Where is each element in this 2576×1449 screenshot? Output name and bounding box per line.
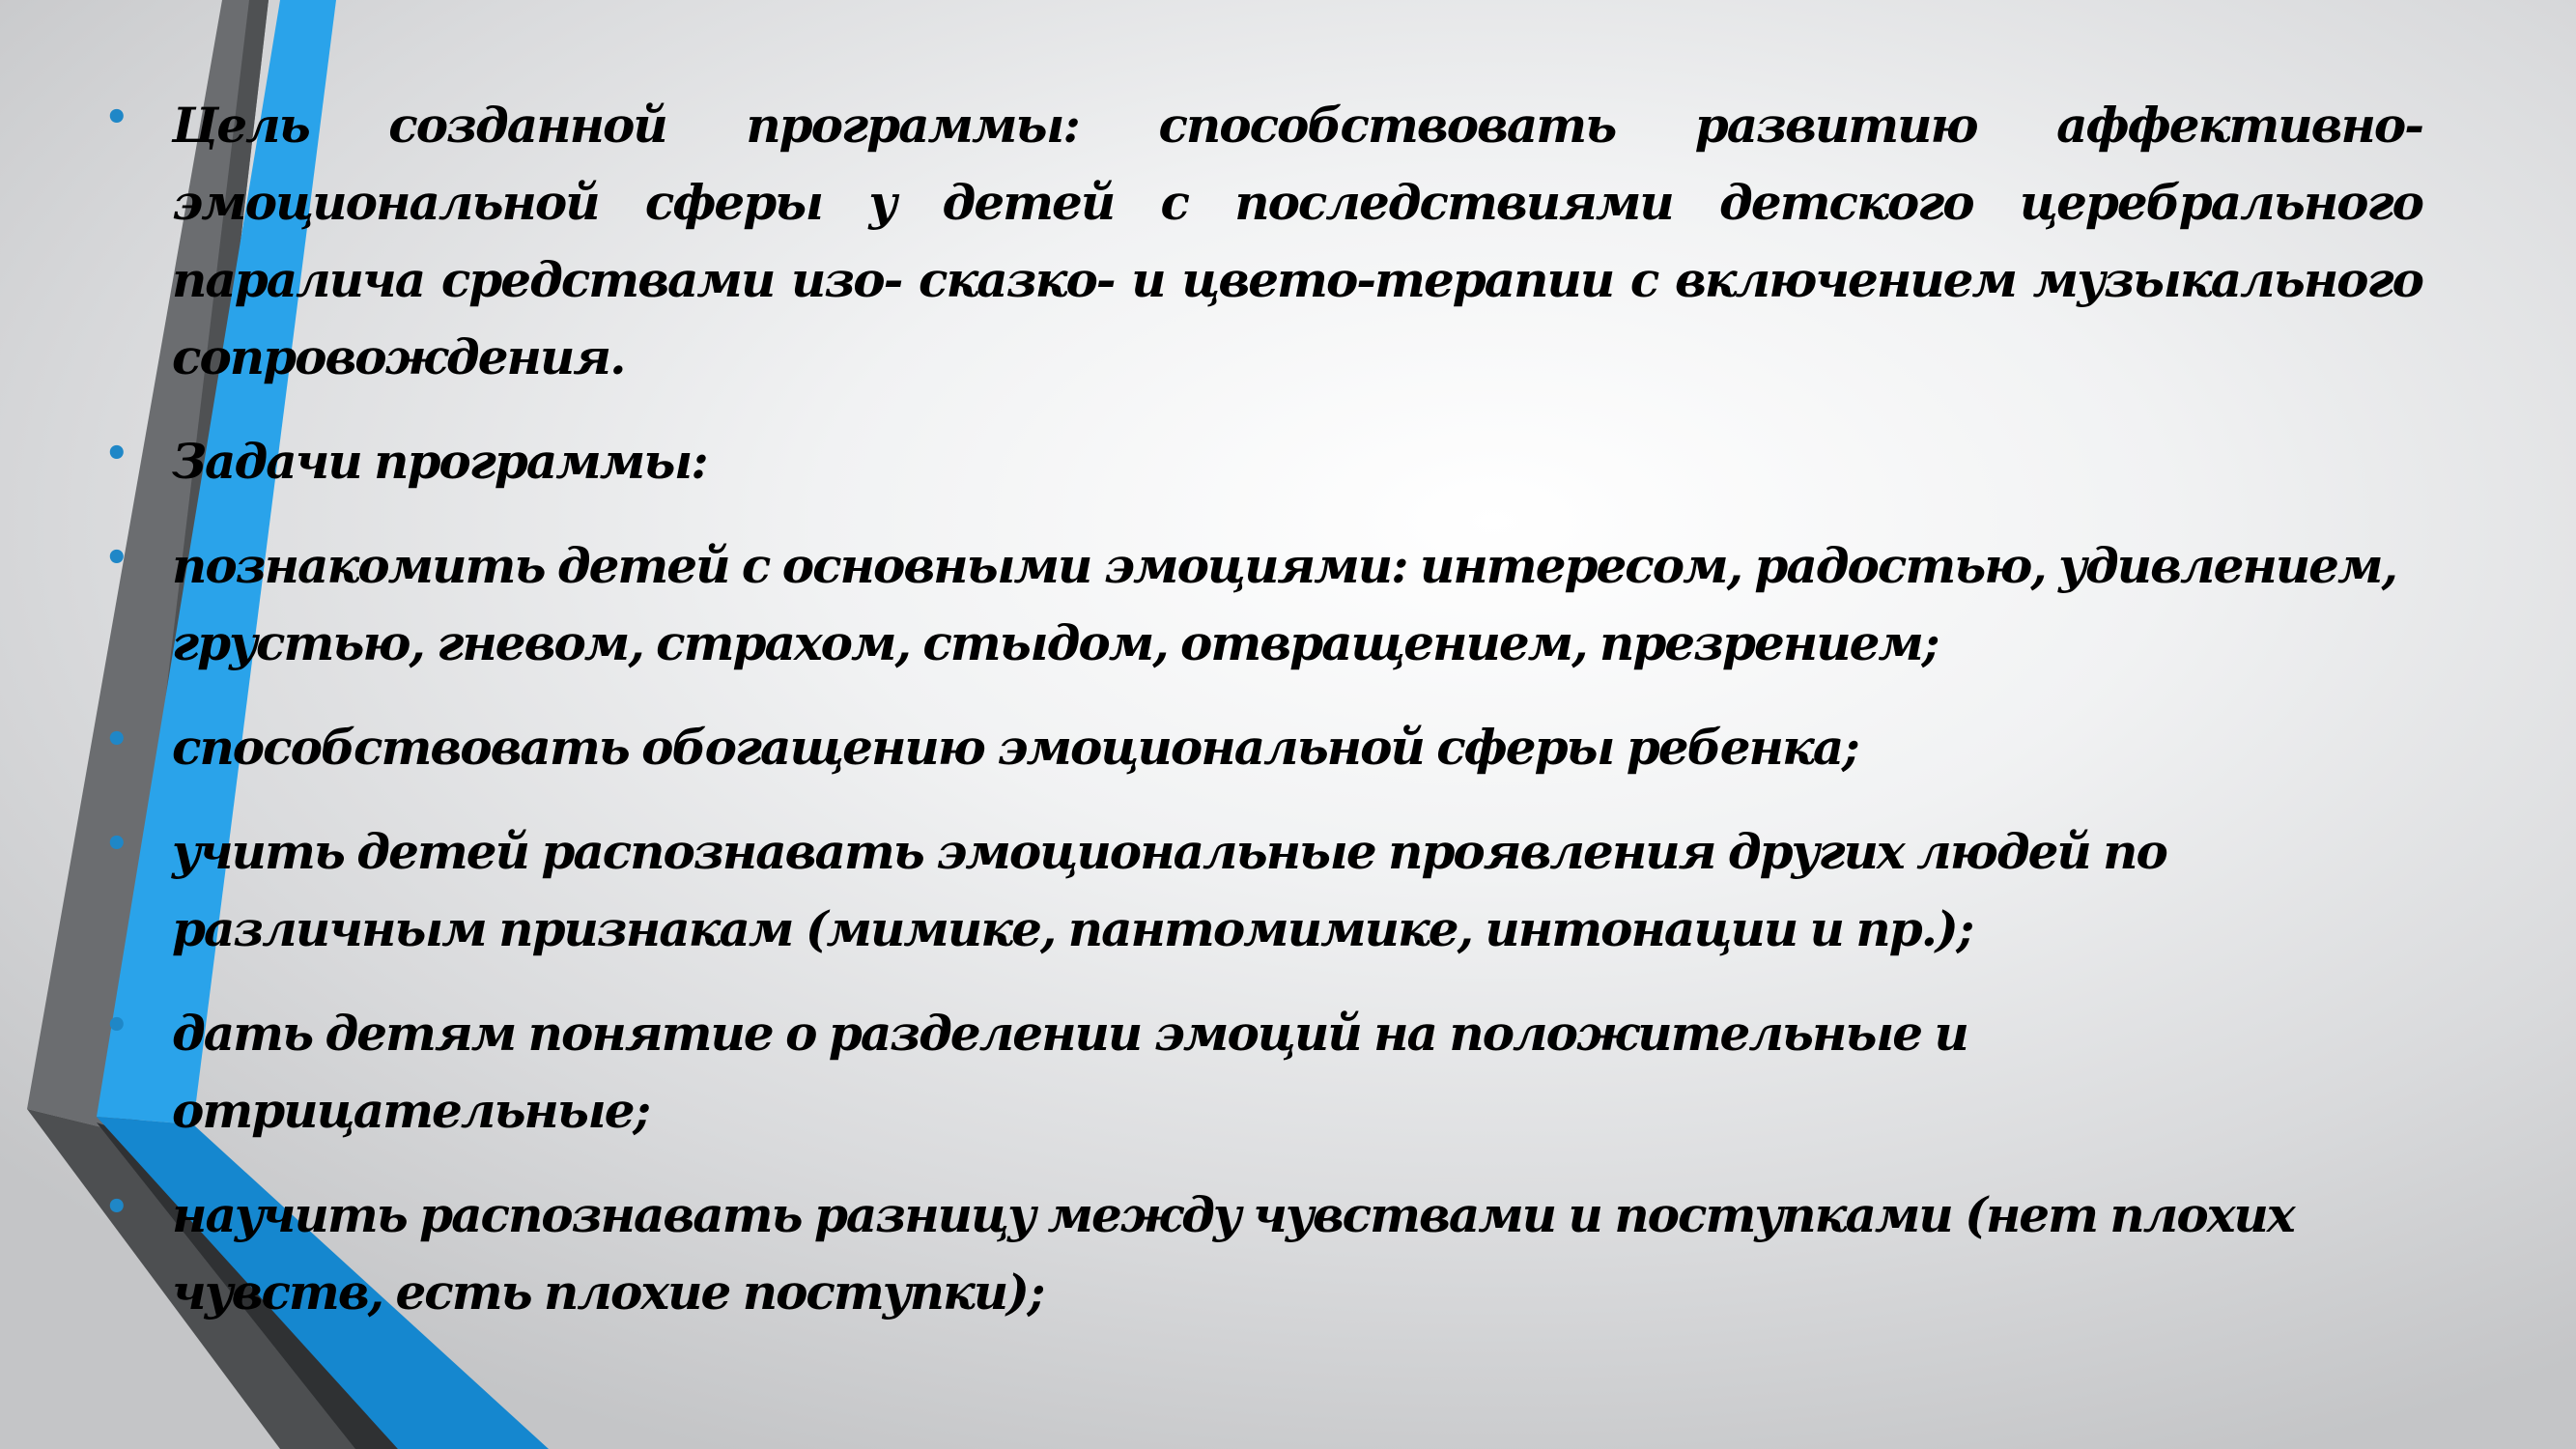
bullet-text: учить детей распознавать эмоциональные проявления других людей по различным признакам (мимике, пантомимике, интонации и пр.); bbox=[172, 823, 2166, 957]
bullet-dot-icon: • bbox=[104, 95, 127, 140]
bullet-task bbox=[104, 995, 2422, 1150]
bullet-dot-icon: • bbox=[104, 821, 127, 867]
bullet-task bbox=[104, 527, 2422, 682]
bullet-dot-icon: • bbox=[104, 1184, 127, 1230]
bullet-dot-icon: • bbox=[104, 1003, 127, 1048]
bullet-dot-icon: • bbox=[104, 535, 127, 581]
bullet-task bbox=[104, 813, 2422, 968]
bullet-text: познакомить детей с основными эмоциями: интересом, радостью, удивлением, грустью, гневом, страхом, стыдом, отвращением, презрением; bbox=[172, 537, 2396, 671]
bullet-task bbox=[104, 709, 2422, 786]
bullet-text: Цель созданной программы: способствовать развитию аффективно-эмоциональной сферы у детей с последствиями детского церебрального паралича средствами изо- сказко- и цвето-терапии с включением музыкального сопровождения. bbox=[172, 97, 2422, 385]
bullet-text: способствовать обогащению эмоциональной сферы ребенка; bbox=[172, 719, 1858, 776]
bullet-dot-icon: • bbox=[104, 717, 127, 762]
bullet-task bbox=[104, 1177, 2422, 1331]
bullet-text: научить распознавать разницу между чувствами и поступками (нет плохих чувств, есть плохие поступки); bbox=[172, 1186, 2294, 1321]
bullet-text: Задачи программы: bbox=[172, 433, 707, 490]
bullet-goal bbox=[104, 87, 2422, 396]
bullet-tasks-heading bbox=[104, 423, 2422, 500]
bullet-text: дать детям понятие о разделении эмоций на положительные и отрицательные; bbox=[172, 1005, 1967, 1139]
bullet-dot-icon: • bbox=[104, 431, 127, 476]
slide-body bbox=[104, 87, 2422, 1358]
